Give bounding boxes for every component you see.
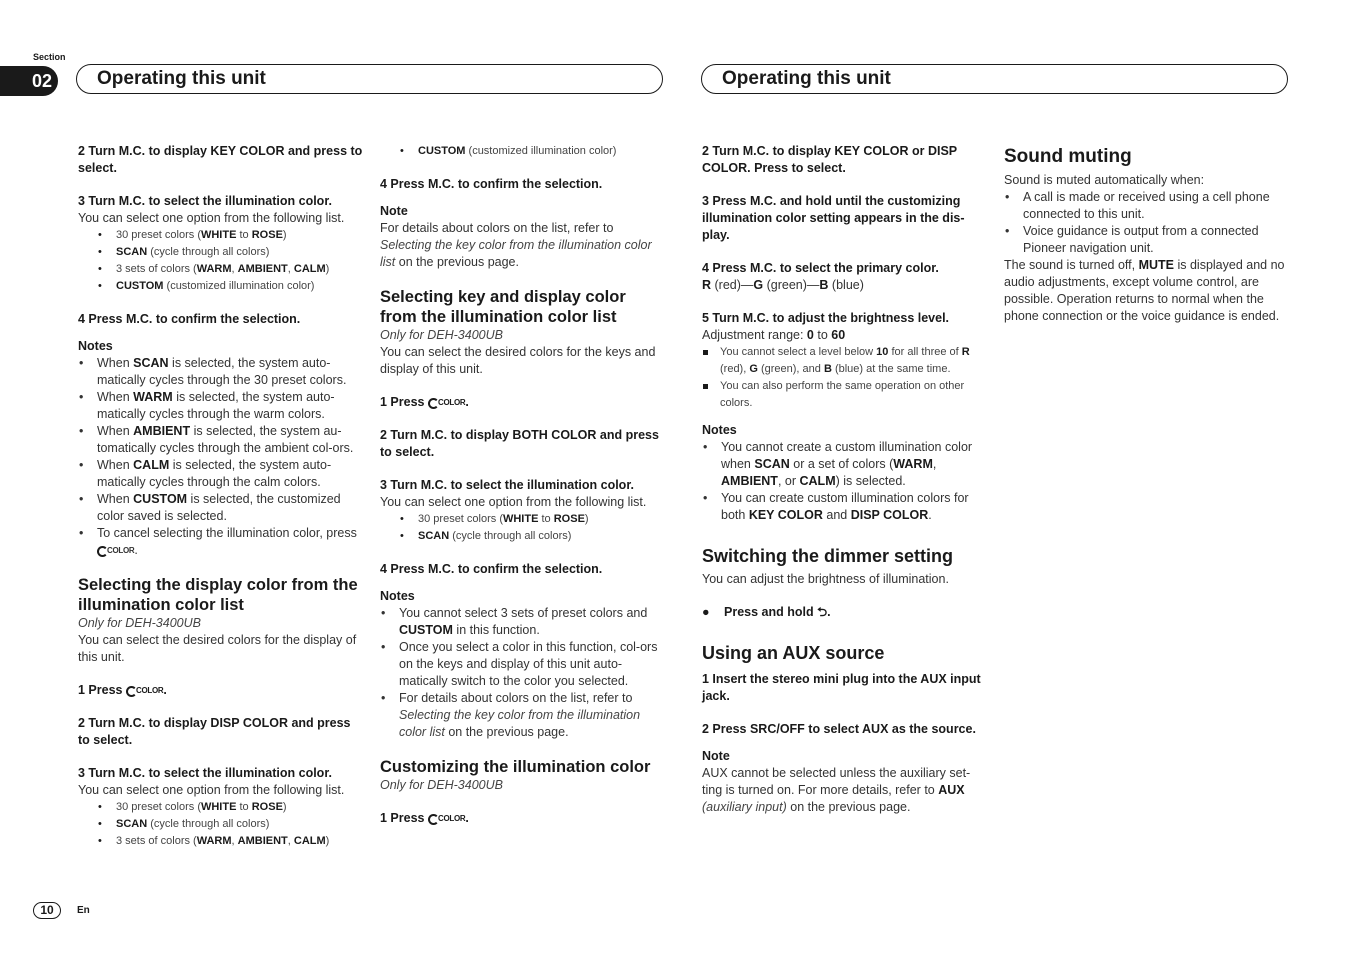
square-note: You can also perform the same operation on other colors.: [702, 378, 987, 412]
list-item: • When WARM is selected, the system auto-matically cycles through the warm colors.: [78, 389, 363, 423]
notes-heading: Notes: [702, 423, 737, 437]
list-item: • SCAN (cycle through all colors): [78, 244, 363, 261]
aux-step-2: 2 Press SRC/OFF to select AUX as the source.: [702, 722, 976, 736]
step-3-hold: 3 Press M.C. and hold until the customizing illumination color setting appears in the dis-play.: [702, 194, 965, 242]
intro-text: Sound is muted automatically when:: [1004, 173, 1205, 187]
step-2-both-color: 2 Turn M.C. to display BOTH COLOR and press to select.: [380, 428, 659, 460]
section-number-badge: [0, 66, 58, 96]
step-1-press-color: 1 Press COLOR.: [380, 810, 665, 827]
list-item: • CUSTOM (customized illumination color): [380, 143, 665, 160]
list-item: • SCAN (cycle through all colors): [380, 528, 665, 545]
left-header-title: Operating this unit: [76, 64, 663, 94]
dimmer-step: ● Press and hold ⮌.: [702, 605, 831, 619]
list-item: • You cannot select 3 sets of preset colors and CUSTOM in this function.: [380, 605, 665, 639]
step-3-body: You can select one option from the following list.: [380, 495, 647, 510]
step-4-confirm: 4 Press M.C. to confirm the selection.: [78, 312, 301, 326]
notes-list: [702, 439, 987, 524]
note-heading: Note: [380, 204, 408, 218]
intro-text: You can select the desired colors for the keys and display of this unit.: [380, 345, 656, 376]
model-note: Only for DEH-3400UB: [78, 616, 201, 631]
list-item: • 30 preset colors (WHITE to ROSE): [78, 227, 363, 244]
section-label: Section: [33, 52, 66, 62]
list-item: • For details about colors on the list, refer to Selecting the key color from the illumination color list on the previous page.: [380, 690, 665, 741]
options-list: [380, 143, 665, 160]
aux-step-1: 1 Insert the stereo mini plug into the AUX input jack.: [702, 672, 981, 703]
column-2: [380, 143, 665, 827]
heading-customizing: Customizing the illumination color: [380, 758, 651, 777]
right-header-title: Operating this unit: [701, 64, 1288, 94]
list-item: • You cannot create a custom illumination color when SCAN or a set of colors (WARM, AMBIENT, or CALM) is selected.: [702, 439, 987, 490]
intro-text: You can select the desired colors for the display of this unit.: [78, 633, 357, 665]
color-button-icon: COLOR: [428, 394, 465, 411]
step-3-select-color: 3 Turn M.C. to select the illumination color.: [78, 194, 332, 208]
back-icon: ⮌: [817, 605, 828, 619]
notes-heading: Notes: [78, 339, 113, 353]
list-item: • Once you select a color in this function, col-ors on the keys and display of this unit auto-matically switch to the color you selected.: [380, 639, 665, 690]
list-item: • 3 sets of colors (WARM, AMBIENT, CALM): [78, 261, 363, 278]
heading-sound-muting: Sound muting: [1004, 146, 1132, 167]
dimmer-text: You can adjust the brightness of illumination.: [702, 572, 949, 586]
list-item: • You can create custom illumination colors for both KEY COLOR and DISP COLOR.: [702, 490, 987, 524]
column-4: [1004, 145, 1289, 325]
heading-key-display-color: Selecting key and display color from the illumination color list: [380, 288, 626, 326]
list-item: • When SCAN is selected, the system auto-matically cycles through the 30 preset colors.: [78, 355, 363, 389]
column-1: [78, 143, 363, 850]
list-item: • 3 sets of colors (WARM, AMBIENT, CALM): [78, 833, 363, 850]
list-item: • To cancel selecting the illumination color, press COLOR.: [78, 525, 363, 559]
color-button-icon: COLOR: [428, 810, 465, 827]
column-3: [702, 143, 987, 816]
step-2-key-color: 2 Turn M.C. to display KEY COLOR and press to select.: [78, 144, 363, 175]
adjustment-range: Adjustment range: 0 to 60: [702, 328, 846, 342]
options-list: [78, 799, 363, 850]
mute-body: The sound is turned off, MUTE is displayed and no audio adjustments, except volume control, are possible. Operation returns to normal when the phone connection or the voice guidance is ended.: [1004, 258, 1285, 323]
list-item: • When AMBIENT is selected, the system au-tomatically cycles through the ambient col-ors.: [78, 423, 363, 457]
color-button-icon: COLOR: [97, 542, 134, 559]
step-2-disp-color: 2 Turn M.C. to display DISP COLOR and press to select.: [78, 716, 351, 748]
step-4-confirm: 4 Press M.C. to confirm the selection.: [380, 177, 603, 191]
step-1-press-color: 1 Press COLOR.: [380, 394, 665, 411]
mute-conditions-list: [1004, 189, 1289, 257]
notes-list: [78, 355, 363, 559]
options-list: [78, 227, 363, 295]
step-3-body: You can select one option from the following list.: [78, 783, 345, 798]
step-4-primary: 4 Press M.C. to select the primary color.: [702, 261, 939, 275]
section-number: 02: [32, 71, 53, 91]
square-note: You cannot select a level below 10 for all three of R (red), G (green), and B (blue) at the same time.: [702, 344, 987, 378]
rgb-sequence: R (red)—G (green)—B (blue): [702, 278, 864, 292]
notes-heading: Notes: [380, 589, 415, 604]
heading-aux: Using an AUX source: [702, 643, 885, 663]
note-heading: Note: [702, 749, 730, 763]
options-list: [380, 511, 665, 545]
notes-list: [380, 605, 665, 741]
list-item: • Voice guidance is output from a connected Pioneer navigation unit.: [1004, 223, 1289, 257]
step-4-confirm: 4 Press M.C. to confirm the selection.: [380, 562, 603, 577]
step-2-key-disp: 2 Turn M.C. to display KEY COLOR or DISP COLOR. Press to select.: [702, 144, 957, 175]
step-5-brightness: 5 Turn M.C. to adjust the brightness level.: [702, 311, 950, 325]
language-label: En: [77, 905, 90, 916]
step-3-body: You can select one option from the following list.: [78, 211, 345, 225]
note-text: AUX cannot be selected unless the auxiliary set-ting is turned on. For more details, refer to AUX (auxiliary input) on the previous page.: [702, 766, 971, 814]
step-3-select-color: 3 Turn M.C. to select the illumination color.: [78, 766, 332, 781]
step-1-press-color: 1 Press COLOR.: [78, 682, 363, 699]
model-note: Only for DEH-3400UB: [380, 328, 503, 342]
heading-display-color: Selecting the display color from the illumination color list: [78, 576, 358, 615]
list-item: • When CUSTOM is selected, the customized color saved is selected.: [78, 491, 363, 525]
heading-dimmer: Switching the dimmer setting: [702, 546, 954, 566]
list-item: • 30 preset colors (WHITE to ROSE): [78, 799, 363, 816]
page-number: 10: [33, 902, 61, 919]
list-item: • CUSTOM (customized illumination color): [78, 278, 363, 295]
list-item: • 30 preset colors (WHITE to ROSE): [380, 511, 665, 528]
list-item: • SCAN (cycle through all colors): [78, 816, 363, 833]
step-3-select-color: 3 Turn M.C. to select the illumination color.: [380, 478, 634, 493]
list-item: • A call is made or received using a cell phone connected to this unit.: [1004, 189, 1289, 223]
color-button-icon: COLOR: [126, 682, 163, 699]
note-text: For details about colors on the list, refer to Selecting the key color from the illumination color list on the previous page.: [380, 221, 652, 269]
model-note: Only for DEH-3400UB: [380, 778, 503, 793]
list-item: • When CALM is selected, the system auto-matically cycles through the calm colors.: [78, 457, 363, 491]
